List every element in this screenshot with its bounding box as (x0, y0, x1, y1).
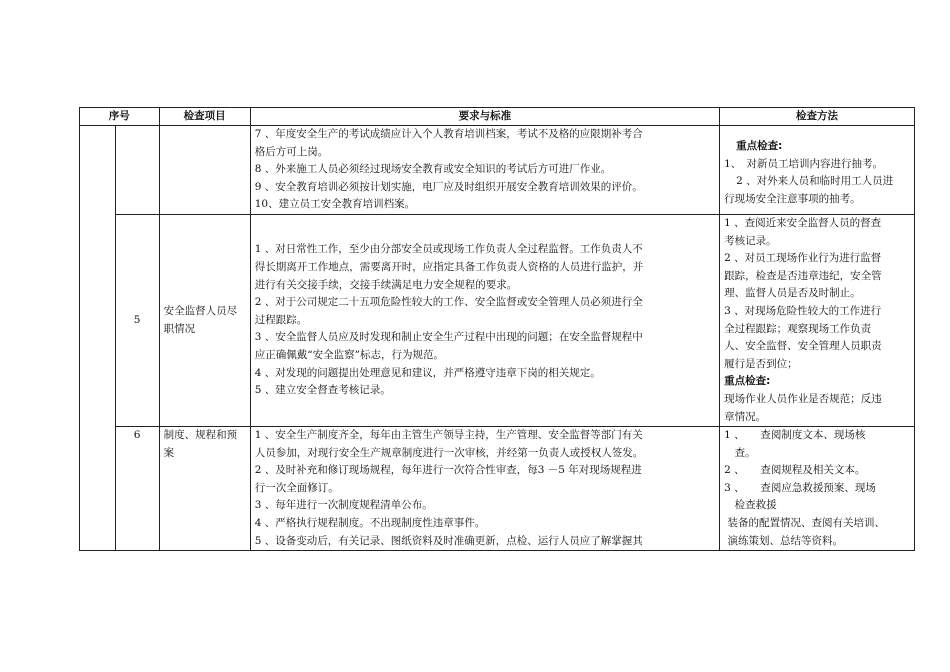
requirement-line: 2 、及时补充和修订现场规程，每年进行一次符合性审查，每3 －5 年对现场规程进 (254, 464, 642, 477)
header-method: 检查方法 (720, 108, 915, 126)
method-line: 3 、对现场危险性较大的工作进行 (724, 304, 882, 317)
row-method (720, 214, 915, 426)
requirement-line: 1 、安全生产制度齐全，每年由主管生产领导主持，生产管理、安全监督等部门有关 (254, 429, 643, 442)
row-requirements (250, 126, 719, 215)
requirement-line: 5 、设备变动后，有关记录、图纸资料及时准确更新，点检、运行人员应了解掌握其 (254, 534, 643, 547)
requirement-line: 进行有关交接手续，交接手续满足电力安全规程的要求。 (254, 278, 518, 291)
row-number (115, 126, 159, 215)
method-line: 全过程跟踪；观察现场工作负责 (724, 322, 872, 335)
table-row (80, 126, 915, 215)
table-header-row (80, 108, 915, 126)
method-heading: 重点检查: (736, 140, 783, 152)
header-requirements: 要求与标准 (250, 108, 719, 126)
method-line: 理、监督人员是否及时制止。 (724, 287, 861, 300)
row-item: 制度、规程和预案 (159, 427, 250, 551)
row-item: 安全监督人员尽职情况 (159, 214, 250, 426)
requirement-line: 应正确佩戴“安全监察”标志，行为规范。 (254, 348, 444, 361)
requirement-line: 10、建立员工安全教育培训档案。 (254, 198, 416, 211)
method-line: 3 、 查阅应急救援预案、现场 (724, 481, 876, 494)
inspection-table (79, 107, 915, 551)
method-line: 演练策划、总结等资料。 (724, 534, 843, 547)
method-line: 1 、查阅近来安全监督人员的督查 (724, 216, 882, 229)
row-requirements (250, 427, 719, 551)
row-method (720, 126, 915, 215)
requirement-line: 2 、对于公司规定二十五项危险性较大的工作、安全监督或安全管理人员必须进行全 (254, 296, 643, 309)
method-line: 人、安全监督、安全管理人员职责 (724, 340, 882, 353)
method-line: 现场作业人员作业是否规范；反违 (724, 392, 882, 405)
requirement-line: 3 、每年进行一次制度规程清单公布。 (254, 499, 433, 512)
method-line: 2 、 查阅规程及相关文本。 (724, 464, 866, 477)
requirement-line: 过程跟踪。 (254, 313, 308, 326)
table-row (80, 427, 915, 551)
header-item: 检查项目 (159, 108, 250, 126)
requirement-line: 4 、严格执行规程制度。不出现制度性违章事件。 (254, 517, 486, 530)
requirement-line: 得长期离开工作地点，需要离开时，应指定具备工作负责人资格的人员进行监护，并 (254, 260, 644, 273)
method-line: 考核记录。 (724, 234, 777, 247)
requirement-line: 3 、安全监督人员应及时发现和制止安全生产过程中出现的问题；在安全监督规程中 (254, 331, 643, 344)
method-line: 章情况。 (724, 410, 767, 423)
method-line: 行现场安全注意事项的抽考。 (724, 192, 861, 205)
row-number: 5 (115, 214, 159, 426)
method-line: 1、 对新员工培训内容进行抽考。 (724, 157, 884, 170)
requirement-line: 4 、对发现的问题提出处理意见和建议，并严格遵守违章下岗的相关规定。 (254, 366, 601, 379)
row-item (159, 126, 250, 215)
method-line: 2 、对外来人员和临时用工人员进 (736, 175, 894, 188)
header-num: 序号 (80, 108, 160, 126)
requirement-line: 行一次全面修订。 (254, 481, 339, 494)
method-line: 1 、 查阅制度文本、现场核 (724, 429, 866, 442)
row-requirements (250, 214, 719, 426)
requirement-line: 5 、建立安全督查考核记录。 (254, 384, 391, 397)
row-number: 6 (115, 427, 159, 551)
requirement-line: 格后方可上岗。 (254, 145, 329, 158)
requirement-line: 1 、对日常性工作，至少由分部安全员或现场工作负责人全过程监督。工作负责人不 (254, 243, 643, 256)
table-row (80, 214, 915, 426)
requirement-line: 人员参加，对现行安全生产规章制度进行一次审核，并经第一负责人或授权人签发。 (254, 446, 644, 459)
method-heading: 重点检查: (724, 375, 771, 388)
row-method (720, 427, 915, 551)
outer-column-cell (80, 126, 116, 551)
method-line: 查。 (724, 446, 756, 459)
method-line: 跟踪，检查是否违章违纪，安全管 (724, 269, 882, 282)
method-line: 履行是否到位； (724, 357, 798, 370)
method-line: 装备的配置情况、查阅有关培训、 (724, 517, 885, 530)
requirement-line: 8 、外来施工人员必须经过现场安全教育或安全知识的考试后方可进厂作业。 (254, 163, 612, 176)
method-line: 检查救援 (724, 499, 777, 512)
requirement-line: 7 、年度安全生产的考试成绩应计入个人教育培训档案，考试不及格的应限期补考合 (254, 128, 643, 140)
method-line: 2 、对员工现场作业行为进行监督 (724, 252, 882, 265)
requirement-line: 9 、安全教育培训必须按计划实施，电厂应及时组织开展安全教育培训效果的评价。 (254, 180, 643, 193)
